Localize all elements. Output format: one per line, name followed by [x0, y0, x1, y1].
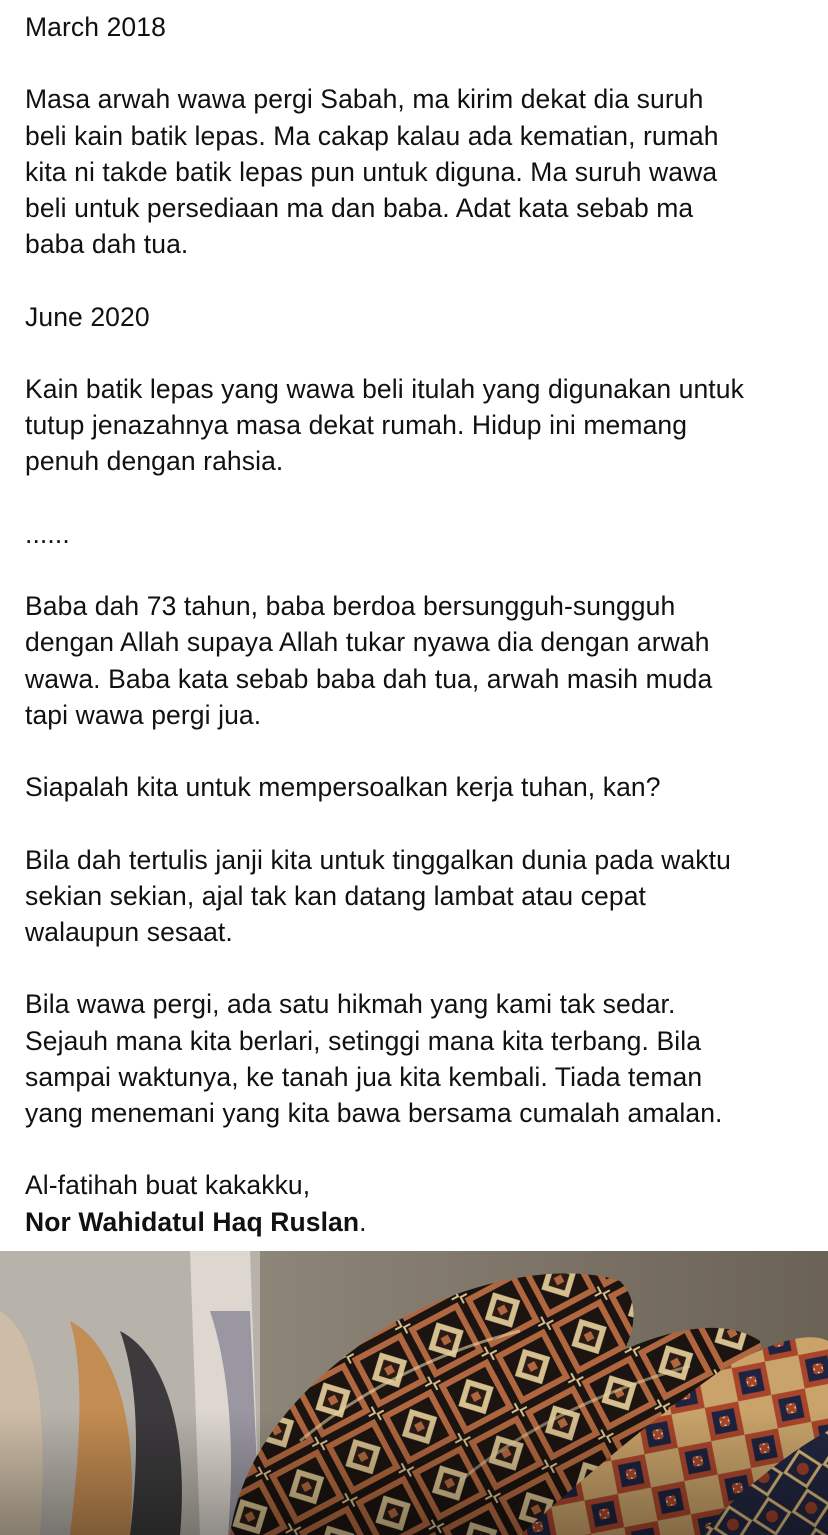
text-line: beli kain batik lepas. Ma cakap kalau ada kematian, rumah [25, 120, 719, 151]
text-line: Masa arwah wawa pergi Sabah, ma kirim dekat dia suruh [25, 84, 704, 115]
paragraph-story-4 [25, 842, 815, 951]
text-line: baba dah tua. [25, 229, 189, 260]
batik-cloth-photo [0, 1251, 828, 1535]
text-line: dengan Allah supaya Allah tukar nyawa dia dengan arwah [25, 627, 710, 658]
ellipsis-separator: ...... [25, 518, 70, 549]
paragraph-date-2 [25, 299, 815, 335]
paragraph-ellipsis [25, 516, 815, 552]
paragraph-closing [25, 1167, 815, 1239]
text-line: sekian sekian, ajal tak kan datang lambat atau cepat [25, 880, 646, 911]
signature-line [25, 1204, 815, 1240]
text-line: tapi wawa pergi jua. [25, 699, 262, 730]
text-line: Bila dah tertulis janji kita untuk tinggalkan dunia pada waktu [25, 844, 731, 875]
text-line: tutup jenazahnya masa dekat rumah. Hidup ini memang [25, 410, 688, 441]
text-line: Bila wawa pergi, ada satu hikmah yang kami tak sedar. [25, 989, 676, 1020]
text-line: kita ni takde batik lepas pun untuk diguna. Ma suruh wawa [25, 156, 718, 187]
date-heading: March 2018 [25, 12, 166, 42]
paragraph-story-3 [25, 588, 815, 733]
text-line: penuh dengan rahsia. [25, 446, 284, 477]
text-line: walaupun sesaat. [25, 916, 233, 947]
text-line: beli untuk persediaan ma dan baba. Adat kata sebab ma [25, 193, 694, 223]
closing-line: Al-fatihah buat kakakku, [25, 1170, 311, 1201]
paragraph-story-5 [25, 986, 815, 1131]
signature-name: Nor Wahidatul Haq Ruslan [25, 1206, 360, 1237]
paragraph-question [25, 769, 815, 805]
text-line: wawa. Baba kata sebab baba dah tua, arwah masih muda [25, 663, 713, 694]
text-line: Sejauh mana kita berlari, setinggi mana kita terbang. Bila [25, 1025, 702, 1056]
text-line: sampai waktunya, ke tanah jua kita kembali. Tiada teman [25, 1061, 703, 1092]
signature-punct: . [359, 1206, 367, 1237]
paragraph-story-2 [25, 371, 815, 480]
text-line: yang menemani yang kita bawa bersama cumalah amalan. [25, 1097, 723, 1128]
post-body [25, 9, 815, 1240]
paragraph-date-1 [25, 9, 815, 45]
text-line: Kain batik lepas yang wawa beli itulah yang digunakan untuk [25, 373, 744, 404]
text-line: Siapalah kita untuk mempersoalkan kerja tuhan, kan? [25, 772, 661, 803]
paragraph-story-1 [25, 81, 815, 262]
date-heading: June 2020 [25, 301, 150, 332]
text-line: Baba dah 73 tahun, baba berdoa bersungguh-sungguh [25, 591, 676, 622]
